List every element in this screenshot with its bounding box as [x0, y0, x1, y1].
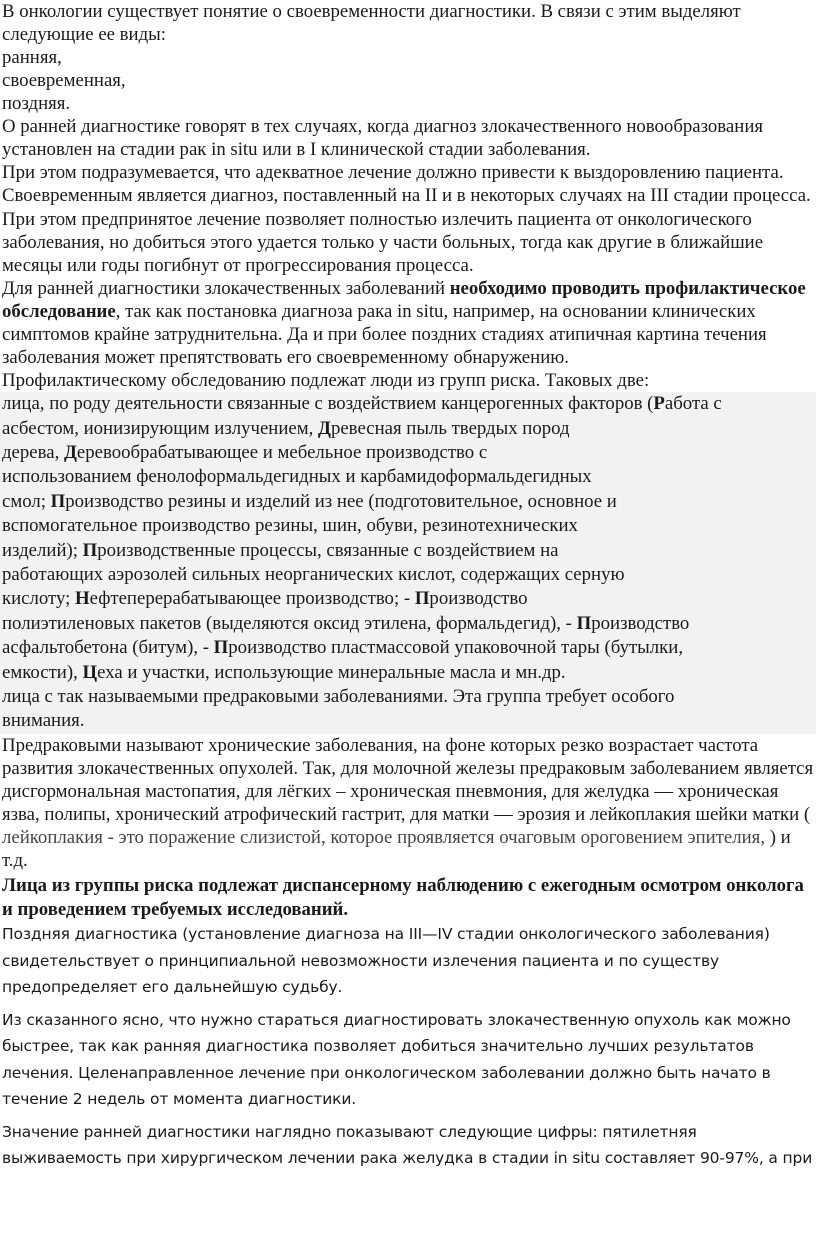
risk-line [2, 392, 814, 416]
sans-section [0, 921, 816, 1172]
risk-text: еревообрабатывающее и мебельное производство с [76, 442, 488, 464]
risk-initial: П [213, 637, 229, 659]
risk-text: роизводство пластмассовой упаковочной тары (бутылки, [228, 637, 684, 659]
risk-initial: Ц [82, 661, 98, 683]
risk-initial: П [576, 612, 592, 634]
early-note-paragraph: При этом подразумевается, что адекватное лечение должно привести к выздоровлению пациента. [2, 162, 784, 184]
risk-text: емкости), [2, 661, 83, 683]
risk-line: вспомогательное производство резины, шин, обуви, резинотехнических [2, 515, 578, 537]
risk-line: внимания. [2, 710, 85, 732]
risk-groups-block [0, 392, 816, 733]
risk-line: работающих аэрозолей сильных неорганических кислот, содержащих серную [2, 564, 625, 586]
intro-paragraph: В онкологии существует понятие о своевременности диагностики. В связи с этим выделяют следующие ее виды: [2, 1, 741, 46]
risk-line [2, 539, 814, 563]
risk-line [2, 441, 814, 465]
late-diagnosis-paragraph: Поздняя диагностика (установление диагноза на III—IV стадии онкологического заболевания) свидетельствует о принципиальной невозможности излечения пациента и по существу предопределяет его дальнейшую судьбу. [2, 925, 770, 997]
precancer-paragraph [0, 734, 816, 873]
risk-text: асфальтобетона (битум), - [2, 637, 214, 659]
risk-text: асбестом, ионизирующим излучением, [2, 417, 319, 439]
risk-line [2, 636, 814, 660]
risk-initial: П [82, 539, 98, 561]
precancer-tail: ) и т.д. [2, 827, 791, 872]
risk-line [2, 612, 814, 636]
precancer-text: Предраковыми называют хронические заболевания, на фоне которых резко возрастает частота развития злокачественных опухолей. Так, для молочной железы предраковым заболеванием является дисгормональная мастопатия, для лёгких – хроническая пневмония, для желудка — хроническая язва, полипы, хронический атрофический гастрит, для матки — эрозия и лейкоплакия шейки матки ( [2, 734, 814, 826]
risk-text: дерева, [2, 442, 64, 464]
risk-initial: П [50, 490, 66, 512]
risk-text: еха и участки, использующие минеральные масла и мн.др. [97, 661, 566, 683]
kind-timely: своевременная, [2, 70, 126, 92]
figures-paragraph: Значение ранней диагностики наглядно показывают следующие цифры: пятилетняя выживаемость при хирургическом лечении рака желудка в стадии in situ составляет 90-97%, а при [2, 1122, 813, 1168]
leukoplakia-note: лейкоплакия - это поражение слизистой, которое проявляется очаговым ороговением эпителия, [2, 827, 770, 849]
risk-text: смол; [2, 490, 51, 512]
screening-text-start: Для ранней диагностики злокачественных заболеваний [2, 277, 450, 299]
risk-text: изделий); [2, 539, 83, 561]
risk-text: роизводственные процессы, связанные с воздействием на [97, 539, 559, 561]
screening-text-end: , так как постановка диагноза рака in situ, например, на основании клинических симптомов крайне затруднительна. Да и при более поздних стадиях атипичная картина течения заболевания может препятствовать его своевременному обнаружению. [2, 300, 767, 369]
risk-text: роизводство резины и изделий из нее (подготовительное, основное и [65, 490, 617, 512]
risk-text: ревесная пыль твердых пород [330, 417, 570, 439]
kind-early: ранняя, [2, 47, 62, 69]
risk-line: использованием фенолоформальдегидных и карбамидоформальдегидных [2, 466, 592, 488]
precancer-section [0, 734, 816, 873]
risk-initial: Д [63, 442, 77, 464]
risk-initial: Д [318, 417, 331, 439]
conclusion-paragraph: Из сказанного ясно, что нужно стараться диагностировать злокачественную опухоль как можно быстрее, так как ранняя диагностика позволяет добиться значительно лучших результатов лечения. Целенаправленное лечение при онкологическом заболевании должно быть начато в течение 2 недель от момента диагностики. [2, 1010, 791, 1109]
risk-initial: П [414, 588, 430, 610]
screening-paragraph [0, 277, 816, 369]
risk-initial: Н [75, 588, 90, 610]
serif-section [0, 0, 816, 392]
risk-text: лица, по роду деятельности связанные с воздействием канцерогенных факторов ( [2, 393, 654, 415]
risk-initial: Р [653, 393, 665, 415]
risk-line: лица с так называемыми предраковыми заболеваниями. Эта группа требует особого [2, 686, 675, 707]
risk-text: полиэтиленовых пакетов (выделяются оксид этилена, формальдегид), - [2, 612, 577, 634]
risk-line [2, 587, 814, 611]
dispensary-paragraph: Лица из группы риска подлежат диспансерному наблюдению с ежегодным осмотром онколога и проведением требуемых исследований. [2, 875, 804, 920]
risk-text: роизводство [591, 612, 690, 634]
kind-late: поздняя. [2, 93, 71, 115]
risk-text: кислоту; [2, 588, 76, 610]
risk-text: абота с [664, 393, 722, 415]
risk-line [2, 417, 814, 441]
risk-text: роизводство [429, 588, 528, 610]
risk-line [2, 661, 814, 685]
early-diagnosis-paragraph: О ранней диагностике говорят в тех случаях, когда диагноз злокачественного новообразования установлен на стадии рак in situ или в I клинической стадии заболевания. [2, 116, 764, 161]
screening-emphasis: необходимо проводить профилактическое обследование [2, 277, 806, 322]
risk-groups-paragraph: Профилактическому обследованию подлежат люди из групп риска. Таковых две: [2, 370, 650, 392]
risk-line [2, 490, 814, 514]
timely-diagnosis-paragraph: Своевременным является диагноз, поставленный на II и в некоторых случаях на III стадии процесса. При этом предпринятое лечение позволяет полностью излечить пациента от онкологического заболевания, но добиться этого удается только у части больных, тогда как другие в ближайшие месяцы или годы погибнут от прогрессирования процесса. [2, 185, 811, 276]
risk-text: ефтеперерабатывающее производство; - [89, 588, 415, 610]
